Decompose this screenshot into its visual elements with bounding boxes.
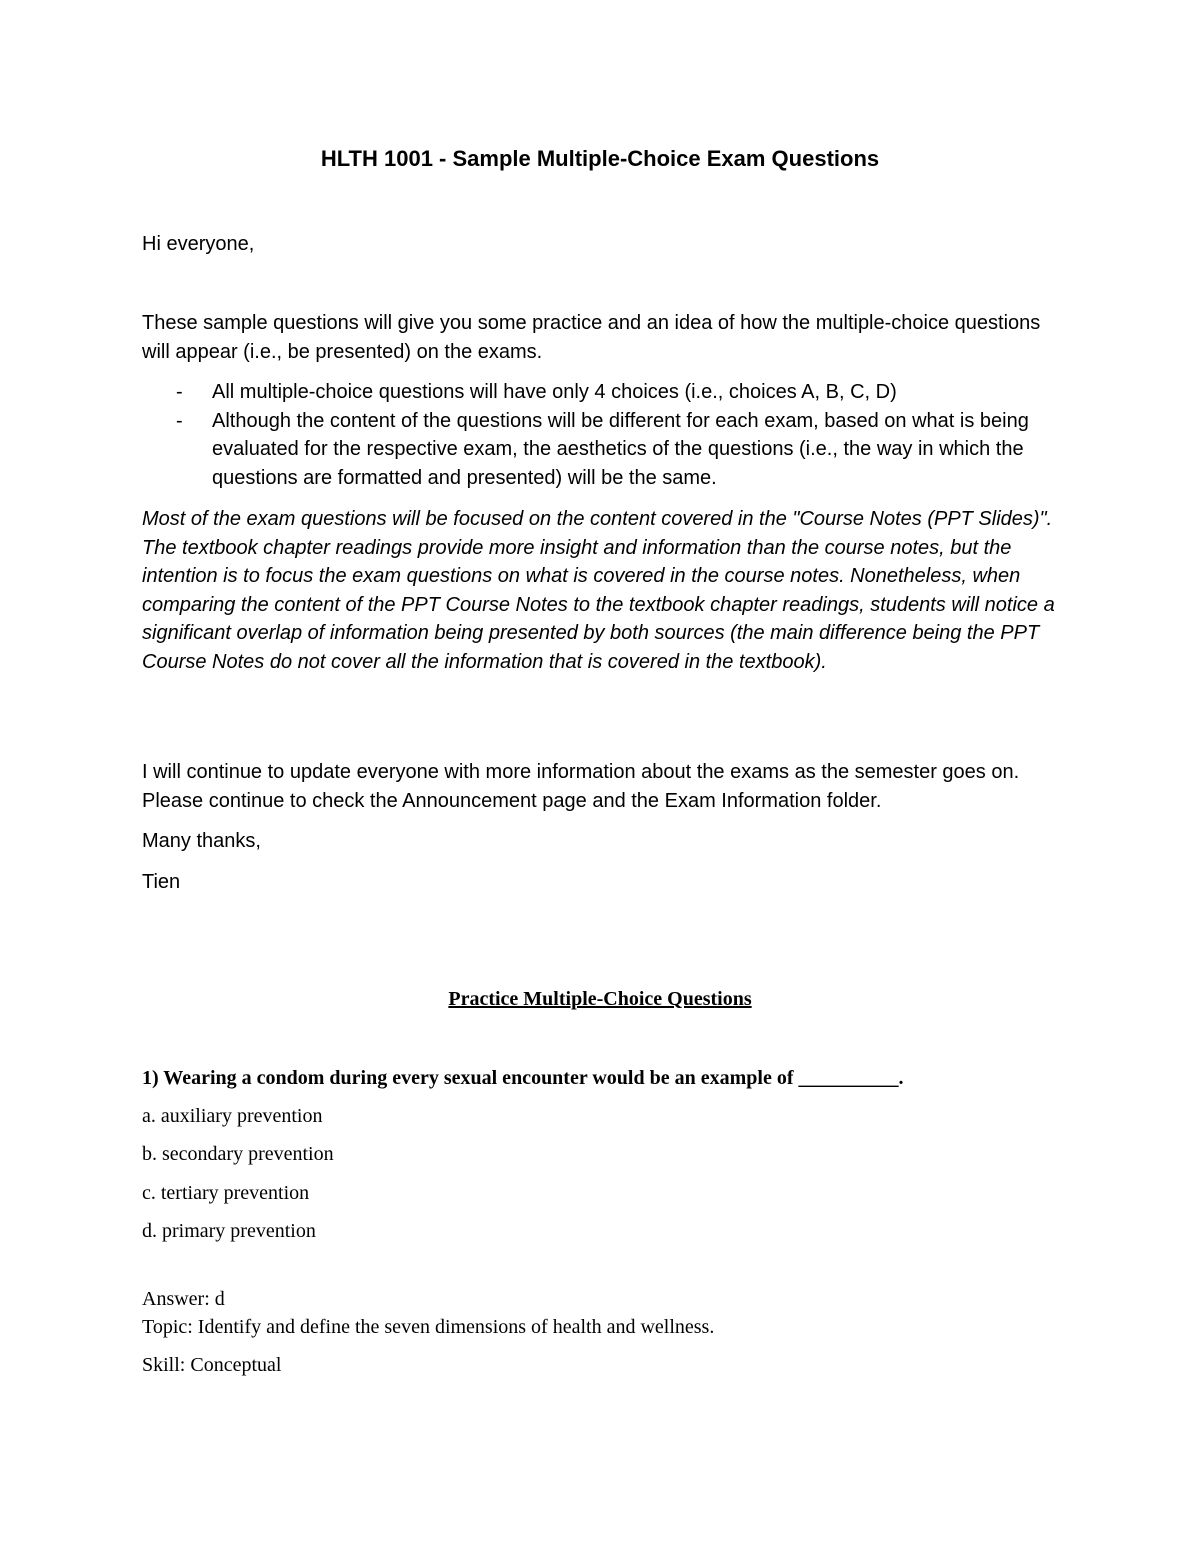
bullet-text: All multiple-choice questions will have only 4 choices (i.e., choices A, B, C, D)	[212, 381, 897, 403]
bullet-text: Although the content of the questions will be different for each exam, based on what is being evaluated for the respective exam, the aesthetics of the questions (i.e., the way in which the questions are formatted and presented) will be the same.	[212, 409, 1029, 489]
choice-a: a. auxiliary prevention	[142, 1105, 323, 1127]
choice-c: c. tertiary prevention	[142, 1182, 310, 1204]
choice-d: d. primary prevention	[142, 1220, 316, 1242]
document-title: HLTH 1001 - Sample Multiple-Choice Exam Questions	[320, 146, 880, 171]
practice-section-title: Practice Multiple-Choice Questions	[448, 988, 752, 1010]
list-item	[142, 378, 1062, 407]
list-item	[142, 407, 1062, 493]
requirements-list	[142, 378, 1062, 492]
bullet-dash: -	[176, 409, 183, 432]
signature: Tien	[142, 871, 181, 893]
topic: Topic: Identify and define the seven dimensions of health and wellness.	[142, 1316, 715, 1338]
answer: Answer: d	[142, 1288, 225, 1310]
choice-b: b. secondary prevention	[142, 1143, 334, 1165]
closing: Many thanks,	[142, 830, 261, 852]
update-paragraph: I will continue to update everyone with more information about the exams as the semester goes on. Please continue to check the Announcement page and the Exam Information folder.	[142, 761, 1020, 812]
question-text: 1) Wearing a condom during every sexual encounter would be an example of __________.	[142, 1067, 904, 1089]
greeting: Hi everyone,	[142, 233, 255, 255]
intro-paragraph: These sample questions will give you some practice and an idea of how the multiple-choice questions will appear (i.e., be presented) on the exams.	[142, 312, 1041, 363]
course-notes-note: Most of the exam questions will be focused on the content covered in the "Course Notes (PPT Slides)". The textbook chapter readings provide more insight and information than the course notes, but the intention is to focus the exam questions on what is covered in the course notes. Nonetheless, when comparing the content of the PPT Course Notes to the textbook chapter readings, students will notice a significant overlap of information being presented by both sources (the main difference being the PPT Course Notes do not cover all the information that is covered in the textbook).	[142, 508, 1055, 673]
bullet-dash: -	[176, 381, 183, 403]
skill: Skill: Conceptual	[142, 1354, 282, 1376]
